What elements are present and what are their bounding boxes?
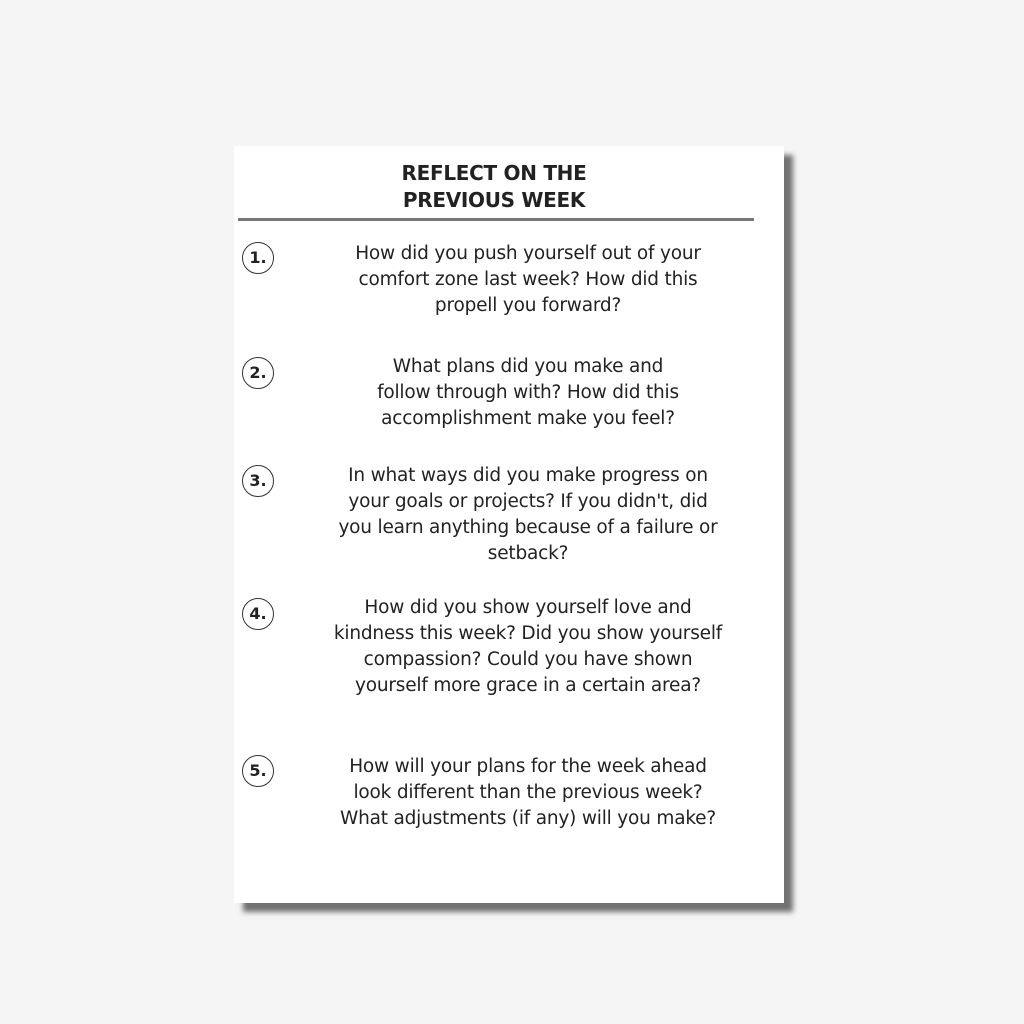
question-4-number-badge: 4. [242,598,274,630]
question-2-line: follow through with? How did this [377,382,679,403]
card-title [234,160,754,214]
question-2-line: What plans did you make and [392,356,664,377]
question-1-text [300,241,756,319]
question-3-line: In what ways did you make progress on [348,465,708,486]
question-5-line: look different than the previous week? [353,782,703,803]
question-4-line: How did you show yourself love and [364,597,692,618]
question-4-line: yourself more grace in a certain area? [354,675,701,696]
title-line-1: REFLECT ON THE [401,161,587,185]
question-1-number-badge: 1. [242,242,274,274]
question-2-text [300,354,756,432]
question-1-line: How did you push yourself out of your [355,243,701,264]
question-5-line: What adjustments (if any) will you make? [339,808,716,829]
question-3-number-badge: 3. [242,465,274,497]
question-4-line: compassion? Could you have shown [363,649,693,670]
question-2-number-badge: 2. [242,357,274,389]
question-3-line: setback? [487,543,569,564]
title-line-2: PREVIOUS WEEK [402,188,586,212]
question-2-line: accomplishment make you feel? [381,408,675,429]
question-1-line: comfort zone last week? How did this [358,269,698,290]
question-3-line: your goals or projects? If you didn't, did [348,491,708,512]
reflection-card [234,146,784,903]
question-5-number-badge: 5. [242,755,274,787]
title-divider [238,218,754,221]
question-4-text [300,595,756,699]
question-5-text [300,754,756,832]
question-4-line: kindness this week? Did you show yourself [333,623,723,644]
question-3-text [300,463,756,567]
question-5-line: How will your plans for the week ahead [349,756,707,777]
question-3-line: you learn anything because of a failure or [338,517,718,538]
question-1-line: propell you forward? [434,295,622,316]
